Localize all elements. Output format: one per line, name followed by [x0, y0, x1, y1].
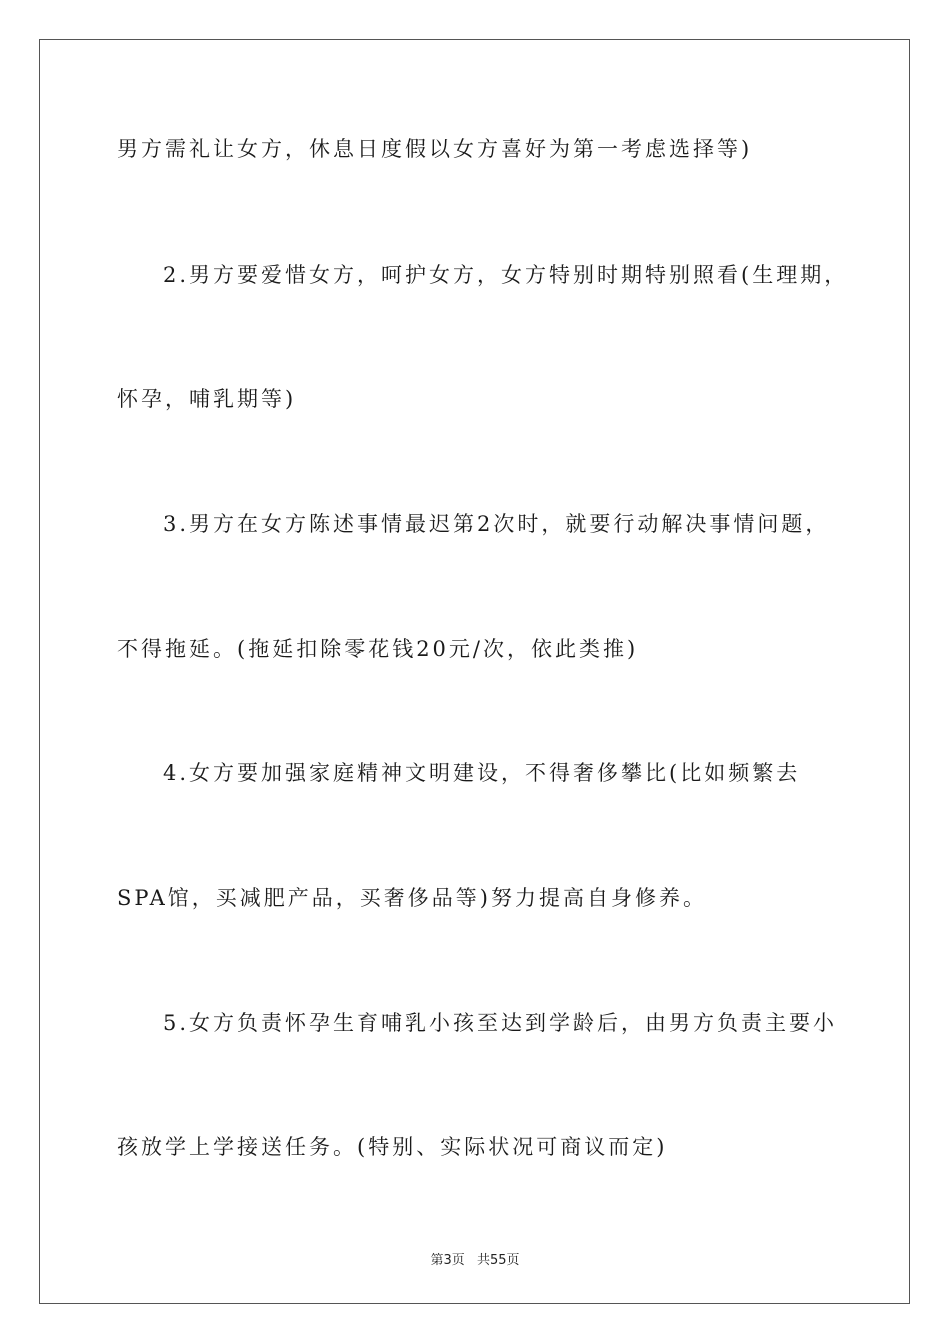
text-line-3: 怀孕，哺乳期等) — [117, 387, 297, 411]
page-number: 第3页 — [430, 1253, 465, 1268]
text-line-8: 5.女方负责怀孕生育哺乳小孩至达到学龄后，由男方负责主要小 — [163, 1011, 838, 1035]
text-line-9: 孩放学上学接送任务。(特别、实际状况可商议而定) — [117, 1135, 668, 1159]
page-total: 共55页 — [476, 1253, 520, 1268]
text-line-4: 3.男方在女方陈述事情最迟第2次时，就要行动解决事情问题， — [163, 512, 830, 536]
text-line-2: 2.男方要爱惜女方，呵护女方，女方特别时期特别照看(生理期， — [163, 263, 849, 287]
page-frame — [39, 39, 910, 1304]
text-line-5: 不得拖延。(拖延扣除零花钱20元/次，依此类推) — [117, 637, 639, 661]
text-line-6: 4.女方要加强家庭精神文明建设，不得奢侈攀比(比如频繁去 — [163, 761, 801, 785]
page-footer — [0, 1249, 950, 1268]
text-line-7: SPA馆，买减肥产品，买奢侈品等)努力提高自身修养。 — [117, 886, 707, 910]
text-line-1: 男方需礼让女方，休息日度假以女方喜好为第一考虑选择等) — [117, 137, 753, 161]
